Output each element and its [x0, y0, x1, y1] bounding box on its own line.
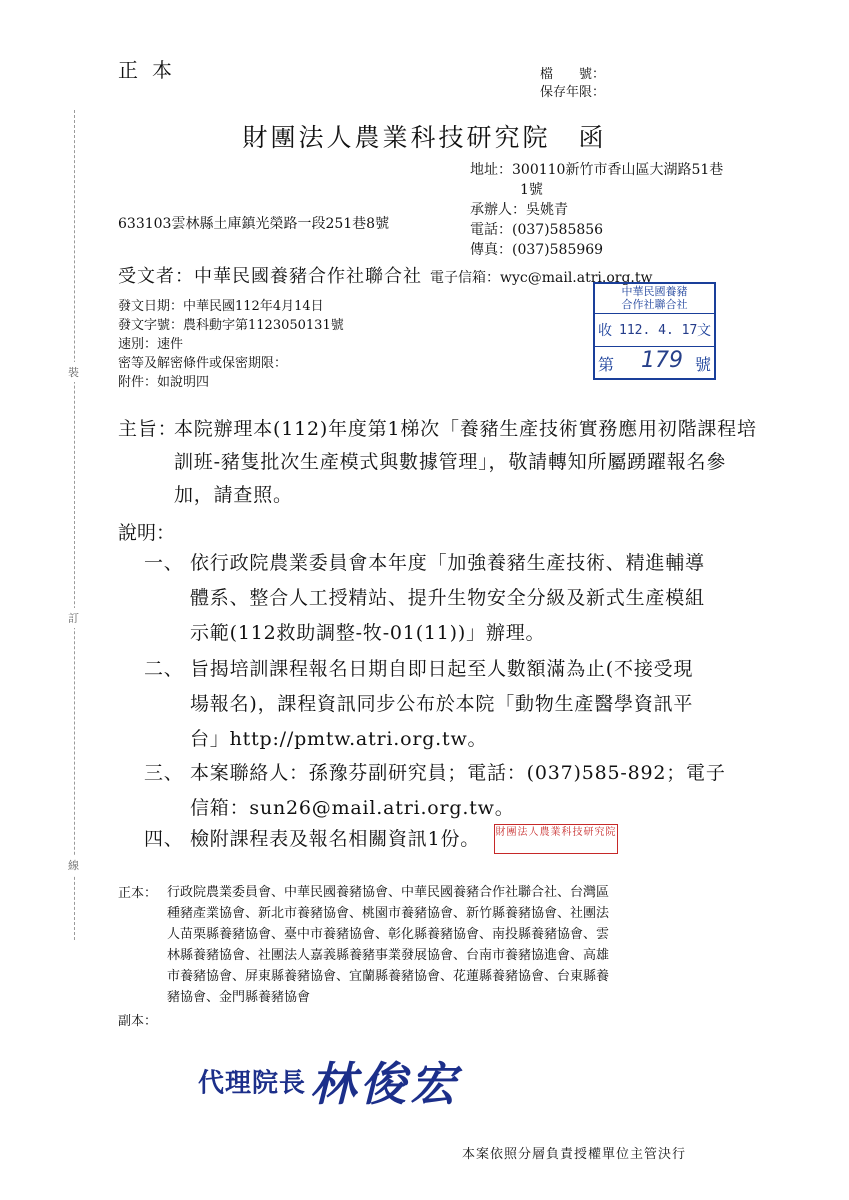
cc-line: 種豬產業協會、新北市養豬協會、桃園市養豬協會、新竹縣養豬協會、社團法: [167, 906, 610, 921]
subject-label: 主旨：: [118, 418, 178, 440]
sender-info: [470, 160, 723, 260]
stamp-number-row: [595, 346, 714, 378]
cc-line: 豬協會、金門縣養豬協會: [167, 990, 311, 1005]
signature-role: 代理院長: [198, 1068, 307, 1099]
footer-note: 本案依照分層負責授權單位主管決行: [462, 1147, 687, 1162]
sender-address: 地址：300110新竹市香山區大湖路51巷: [470, 162, 724, 178]
item-number: 二、: [144, 658, 184, 680]
sender-address-cont: 1號: [520, 182, 543, 198]
stamp-receive-char: 收: [598, 323, 612, 339]
recipient: 受文者：中華民國養豬合作社聯合社: [118, 266, 422, 287]
recipient-line: [118, 262, 653, 288]
cc-line: 人苗栗縣養豬協會、臺中市養豬協會、彰化縣養豬協會、南投縣養豬協會、雲: [167, 927, 610, 942]
item-line: 信箱：sun26@mail.atri.org.tw。: [190, 797, 515, 819]
item-line: 場報名)，課程資訊同步公布於本院「動物生產醫學資訊平: [190, 693, 694, 715]
stamp-hao-char: 號: [694, 355, 711, 374]
stamp-org: [595, 284, 714, 314]
binding-mark-xian: 線: [68, 855, 79, 875]
item-line: 檢附課程表及報名相關資訊1份。: [190, 828, 481, 850]
stamp-doc-char: 文: [697, 323, 711, 339]
retention-period: 保存年限：: [540, 85, 606, 100]
sender-fax: 傳真：(037)585969: [470, 242, 604, 258]
cc-label: 正本：: [118, 886, 158, 901]
issue-date: 發文日期：中華民國112年4月14日: [118, 299, 324, 314]
attachment: 附件：如說明四: [118, 375, 210, 390]
receipt-stamp: [593, 282, 716, 380]
stamp-number: 179: [641, 348, 683, 373]
cc-line: 市養豬協會、屏東縣養豬協會、宜蘭縣養豬協會、花蓮縣養豬協會、台東縣養: [167, 969, 610, 984]
item-line: 示範(112救助調整-牧-01(11))」辦理。: [190, 622, 546, 644]
binding-mark-zhuang: 裝: [68, 362, 79, 382]
item-number: 三、: [144, 762, 184, 784]
cc-list: [167, 882, 737, 1008]
binding-mark-ding: 訂: [68, 608, 79, 628]
sender-phone: 電話：(037)585856: [470, 222, 604, 238]
explanation-label: 說明：: [118, 522, 176, 544]
item-line: 旨揭培訓課程報名日期自即日起至人數額滿為止(不接受現: [190, 658, 694, 680]
institute-seal: 財團法人農業科技研究院: [494, 824, 618, 854]
copy-type: 正本: [118, 58, 186, 82]
signature: [198, 1048, 460, 1114]
sender-email: 電子信箱：wyc@mail.atri.org.tw: [430, 270, 653, 286]
item-line: 本案聯絡人：孫豫芬副研究員；電話：(037)585-892；電子: [190, 762, 726, 784]
subject-text: 本院辦理本(112)年度第1梯次「養豬生產技術實務應用初階課程培訓班-豬隻批次生產模式與數據管理」，敬請轉知所屬踴躍報名參加，請查照。: [174, 418, 757, 506]
stamp-date-row: [595, 312, 714, 347]
cc-line: 行政院農業委員會、中華民國養豬協會、中華民國養豬合作社聯合社、台灣區: [167, 885, 610, 900]
doc-meta: [118, 297, 344, 392]
cc-line: 林縣養豬協會、社團法人嘉義縣養豬事業發展協會、台南市養豬協進會、高雄: [167, 948, 610, 963]
document-title: 財團法人農業科技研究院 函: [242, 123, 607, 152]
recipient-address: 633103雲林縣土庫鎮光榮路一段251巷8號: [118, 216, 390, 232]
sender-contact: 承辦人：吳姚青: [470, 202, 568, 218]
file-number: 檔 號：: [540, 67, 606, 82]
file-meta: [540, 66, 605, 102]
item-number: 四、: [144, 828, 184, 850]
stamp-date: 112. 4. 17: [619, 323, 698, 338]
speed: 速別：速件: [118, 337, 184, 352]
stamp-org-line1: 中華民國養豬: [621, 285, 688, 298]
signature-name: 林俊宏: [310, 1057, 461, 1111]
item-line: 體系、整合人工授精站、提升生物安全分級及新式生產模組: [190, 587, 705, 609]
vice-copy-label: 副本：: [118, 1014, 158, 1029]
item-number: 一、: [144, 552, 184, 574]
stamp-no-char: 第: [598, 355, 615, 374]
secrecy: 密等及解密條件或保密期限：: [118, 356, 288, 371]
stamp-org-line2: 合作社聯合社: [621, 298, 688, 311]
item-line: 依行政院農業委員會本年度「加強養豬生產技術、精進輔導: [190, 552, 705, 574]
item-line: 台」http://pmtw.atri.org.tw。: [190, 728, 488, 750]
binding-line: [74, 110, 75, 940]
subject: [118, 413, 768, 513]
doc-number: 發文字號：農科動字第1123050131號: [118, 318, 344, 333]
